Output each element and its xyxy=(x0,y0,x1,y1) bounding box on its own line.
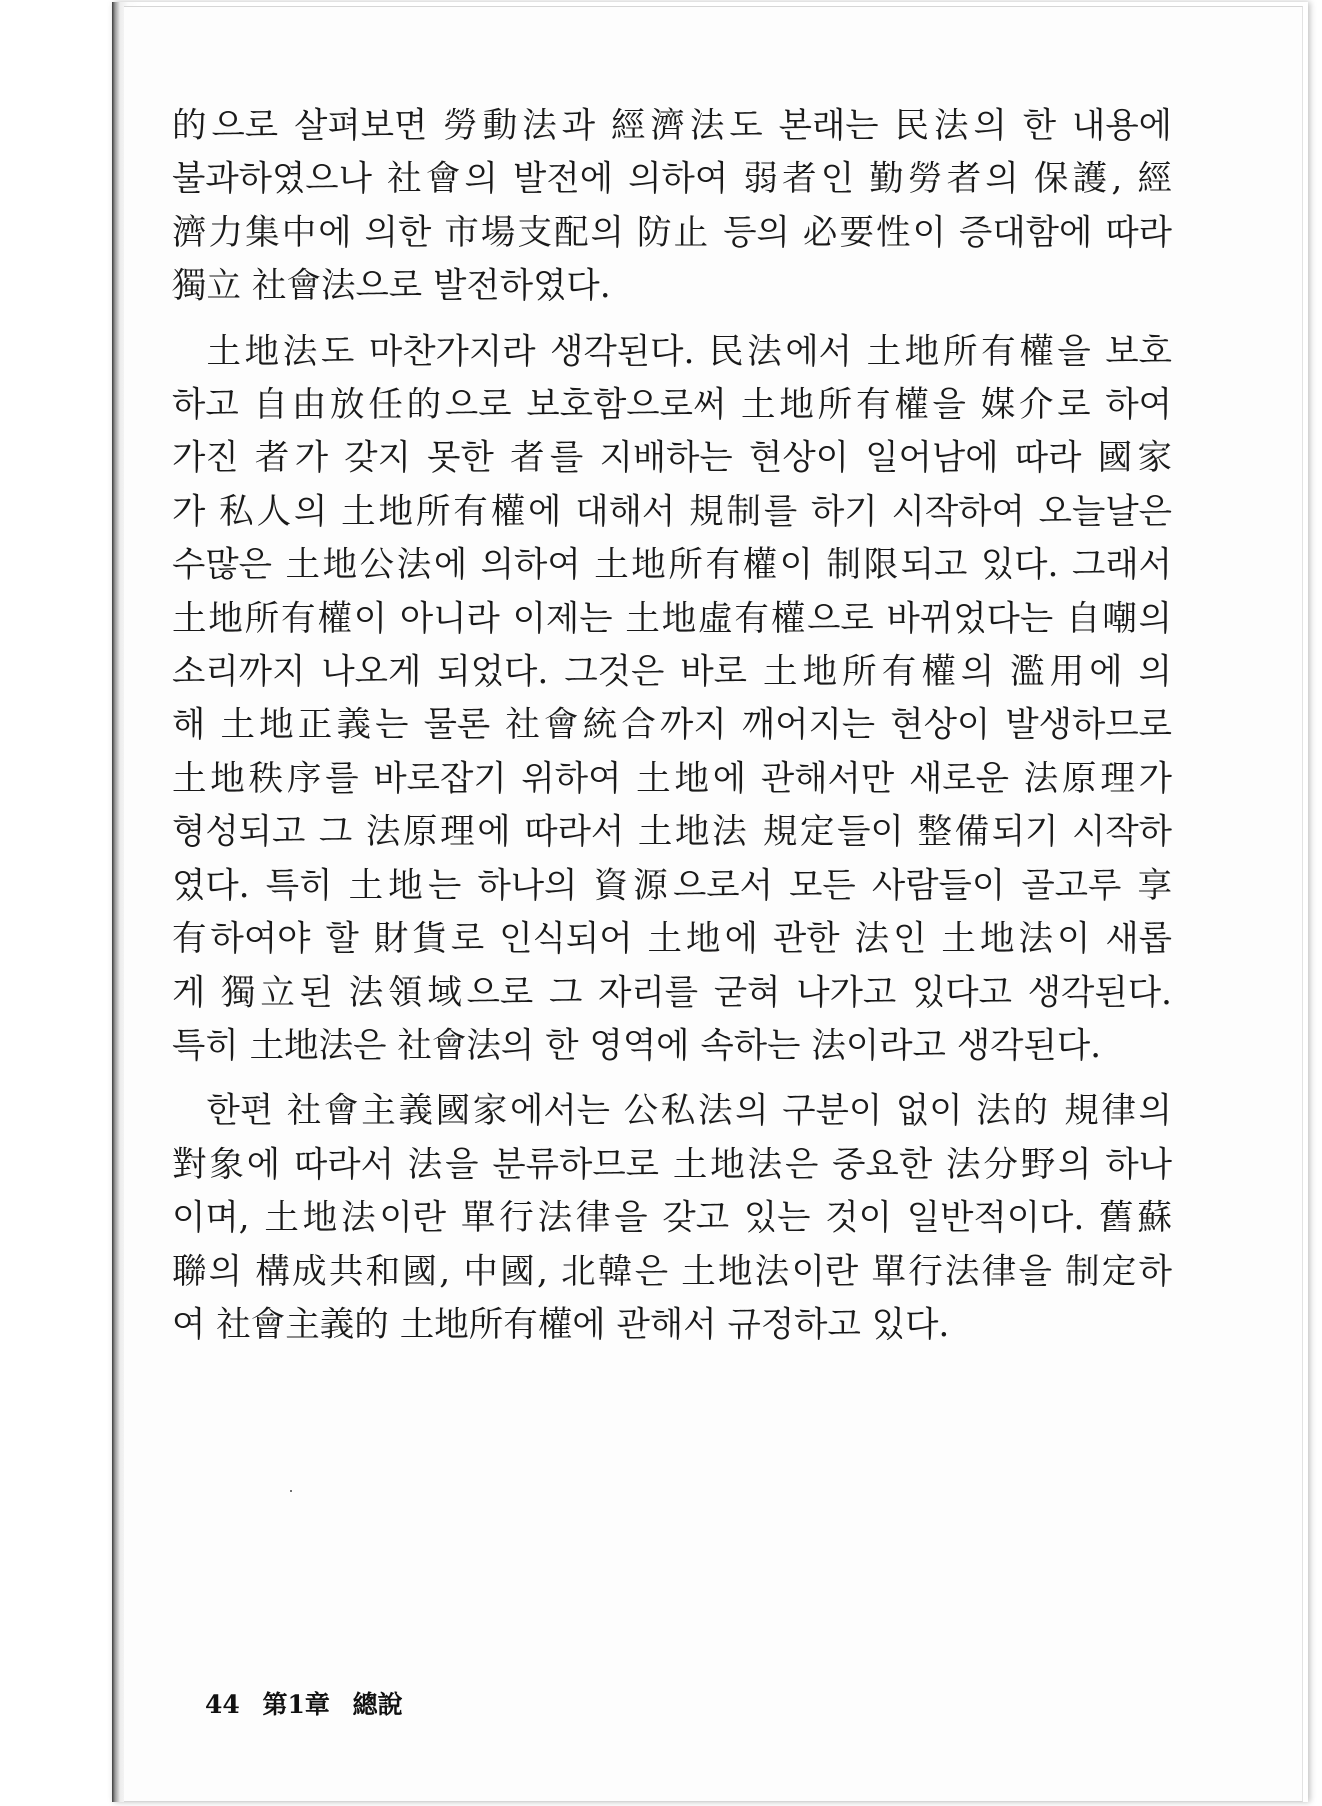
section-title: 總說 xyxy=(352,1690,403,1719)
text-line: 특히 土地法은 社會法의 한 영역에 속하는 法이라고 생각된다. xyxy=(172,1025,1102,1066)
text-line: 濟力集中에 의한 市場支配의 防止 등의 必要性이 증대함에 따라 xyxy=(172,212,1172,253)
text-line: 聯의 構成共和國, 中國, 北韓은 土地法이란 單行法律을 制定하 xyxy=(172,1251,1172,1292)
text-line: 이며, 土地法이란 單行法律을 갖고 있는 것이 일반적이다. 舊蘇 xyxy=(172,1198,1172,1239)
body-text xyxy=(172,100,1172,1364)
text-line: 였다. 특히 土地는 하나의 資源으로서 모든 사람들이 골고루 享 xyxy=(172,865,1172,906)
text-line: 하고 自由放任的으로 보호함으로써 土地所有權을 媒介로 하여 xyxy=(172,385,1172,426)
text-line: 土地秩序를 바로잡기 위하여 土地에 관해서만 새로운 法原理가 xyxy=(172,758,1172,799)
paragraph-3 xyxy=(172,1085,1172,1352)
text-line: 게 獨立된 法領域으로 그 자리를 굳혀 나가고 있다고 생각된다. xyxy=(172,972,1172,1013)
text-line: 가진 者가 갖지 못한 者를 지배하는 현상이 일어남에 따라 國家 xyxy=(172,438,1172,479)
paragraph-2 xyxy=(172,326,1172,1074)
paragraph-1 xyxy=(172,100,1172,314)
text-line: 的으로 살펴보면 勞動法과 經濟法도 본래는 民法의 한 내용에 xyxy=(172,106,1172,146)
text-line: 여 社會主義的 土地所有權에 관해서 규정하고 있다. xyxy=(172,1304,950,1345)
text-line: 수많은 土地公法에 의하여 土地所有權이 制限되고 있다. 그래서 xyxy=(172,545,1172,586)
text-line: 對象에 따라서 法을 분류하므로 土地法은 중요한 法分野의 하나 xyxy=(172,1144,1172,1185)
scan-speck xyxy=(290,1490,292,1492)
text-line: 가 私人의 土地所有權에 대해서 規制를 하기 시작하여 오늘날은 xyxy=(172,491,1172,532)
text-line: 土地法도 마찬가지라 생각된다. 民法에서 土地所有權을 보호 xyxy=(206,331,1172,372)
text-line: 土地所有權이 아니라 이제는 土地虛有權으로 바뀌었다는 自嘲의 xyxy=(172,598,1172,639)
text-line: 한편 社會主義國家에서는 公私法의 구분이 없이 法的 規律의 xyxy=(206,1091,1172,1132)
page-footer xyxy=(205,1685,417,1721)
text-line: 해 土地正義는 물론 社會統合까지 깨어지는 현상이 발생하므로 xyxy=(172,705,1172,746)
text-line: 소리까지 나오게 되었다. 그것은 바로 土地所有權의 濫用에 의 xyxy=(172,652,1172,693)
page-number: 44 xyxy=(205,1690,240,1719)
text-line: 불과하였으나 社會의 발전에 의하여 弱者인 勤勞者의 保護, 經 xyxy=(172,159,1172,200)
chapter-label: 第1章 xyxy=(262,1690,330,1719)
text-line: 有하여야 할 財貨로 인식되어 土地에 관한 法인 土地法이 새롭 xyxy=(172,919,1172,960)
text-line: 獨立 社會法으로 발전하였다. xyxy=(172,266,611,307)
text-line: 형성되고 그 法原理에 따라서 土地法 規定들이 整備되기 시작하 xyxy=(172,812,1172,853)
